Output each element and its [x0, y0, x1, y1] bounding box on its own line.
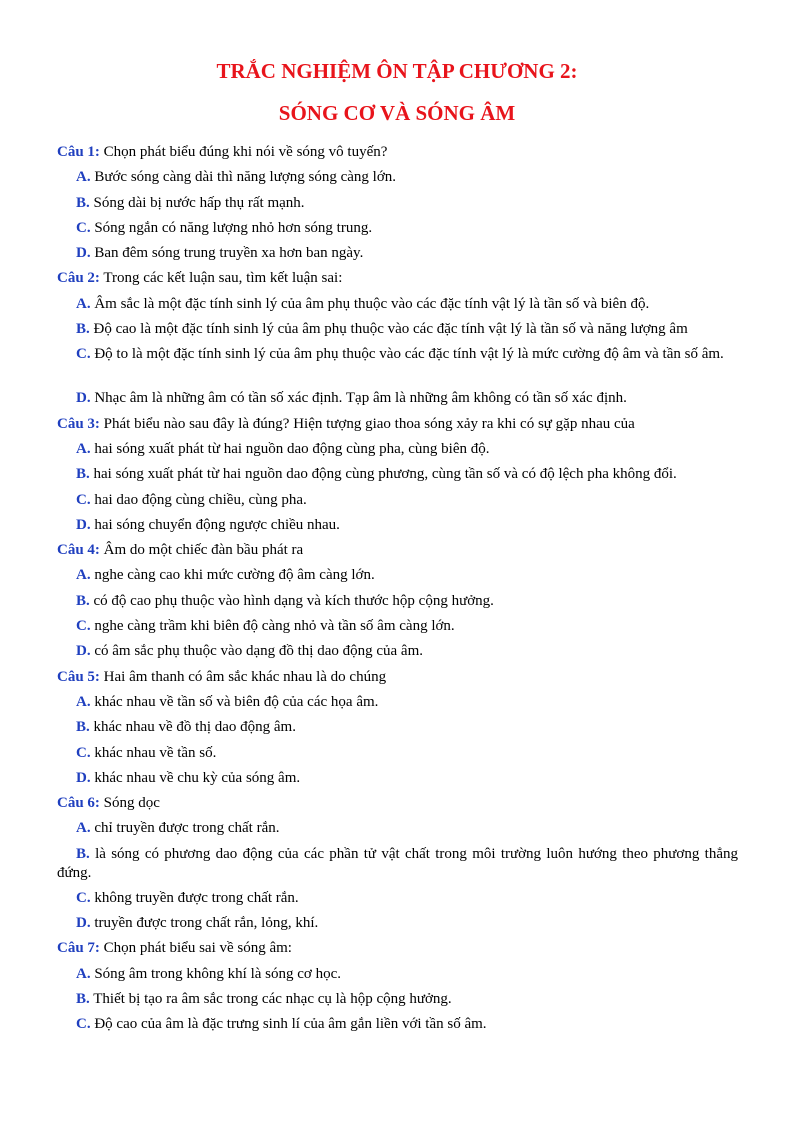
question-text: Chọn phát biểu sai về sóng âm:	[99, 940, 292, 957]
question-4-option-b	[57, 592, 738, 617]
question-3-option-c	[57, 491, 738, 516]
option-text: Độ cao của âm là đặc trưng sinh lí của âm gắn liền với tần số âm.	[90, 1016, 487, 1033]
option-text: hai sóng chuyển động ngược chiều nhau.	[90, 516, 340, 533]
question-text: Âm do một chiếc đàn bầu phát ra	[99, 542, 304, 559]
option-text: khác nhau về chu kỳ của sóng âm.	[90, 769, 301, 786]
option-text: không truyền được trong chất rắn.	[90, 889, 299, 906]
option-label: A.	[76, 169, 91, 186]
option-label: C.	[76, 744, 91, 761]
option-label: B.	[76, 592, 90, 609]
option-text: Bước sóng càng dài thì năng lượng sóng càng lớn.	[90, 169, 397, 186]
option-text: có độ cao phụ thuộc vào hình dạng và kích thước hộp cộng hưởng.	[89, 592, 494, 609]
question-text: Trong các kết luận sau, tìm kết luận sai:	[99, 270, 343, 287]
question-4	[57, 541, 738, 566]
option-label: D.	[76, 390, 91, 407]
question-1-option-c	[57, 219, 738, 244]
option-label: B.	[76, 466, 90, 483]
option-label: C.	[76, 491, 91, 508]
option-text: Nhạc âm là những âm có tần số xác định. Tạp âm là những âm không có tần số xác định.	[90, 390, 627, 407]
option-label: C.	[76, 618, 91, 635]
question-3-option-d	[57, 516, 738, 541]
page-title: TRẮC NGHIỆM ÔN TẬP CHƯƠNG 2:	[216, 59, 578, 83]
option-text: khác nhau về tần số.	[90, 744, 217, 761]
option-label: B.	[76, 719, 90, 736]
question-6-option-c	[57, 889, 738, 914]
question-4-option-c	[57, 617, 738, 642]
option-text: nghe càng trầm khi biên độ càng nhỏ và tần số âm càng lớn.	[90, 618, 455, 635]
option-text: là sóng có phương dao động của các phần tử vật chất trong môi trường luôn hướng theo phương thẳng đứng.	[57, 845, 738, 881]
option-label: D.	[76, 245, 91, 262]
option-text: hai sóng xuất phát từ hai nguồn dao động cùng pha, cùng biên độ.	[90, 440, 490, 457]
question-5-option-a	[57, 693, 738, 718]
option-text: hai dao động cùng chiều, cùng pha.	[90, 491, 307, 508]
option-text: truyền được trong chất rắn, lỏng, khí.	[90, 915, 319, 932]
option-text: khác nhau về đồ thị dao động âm.	[89, 719, 296, 736]
question-1-option-b	[57, 194, 738, 219]
option-text: Sóng dài bị nước hấp thụ rất mạnh.	[89, 194, 305, 211]
option-label: C.	[76, 219, 91, 236]
question-2-option-c	[57, 345, 738, 389]
question-6-option-a	[57, 819, 738, 844]
option-label: A.	[76, 965, 91, 982]
question-label: Câu 6:	[57, 795, 100, 812]
option-text: khác nhau về tần số và biên độ của các họa âm.	[90, 693, 379, 710]
option-text: Âm sắc là một đặc tính sinh lý của âm phụ thuộc vào các đặc tính vật lý là tần số và biên độ.	[90, 295, 650, 312]
option-label: B.	[76, 194, 90, 211]
question-1-option-a	[57, 168, 738, 193]
question-4-option-a	[57, 566, 738, 591]
question-1	[57, 143, 738, 168]
option-text: Thiết bị tạo ra âm sắc trong các nhạc cụ là hộp cộng hưởng.	[89, 990, 452, 1007]
question-2	[57, 269, 738, 294]
question-text: Chọn phát biểu đúng khi nói về sóng vô tuyến?	[99, 144, 388, 160]
option-label: A.	[76, 567, 91, 584]
option-label: B.	[76, 845, 90, 862]
option-text: chỉ truyền được trong chất rắn.	[90, 820, 280, 837]
question-5-option-b	[57, 718, 738, 743]
question-3-option-a	[57, 440, 738, 465]
option-label: D.	[76, 769, 91, 786]
question-2-option-a	[57, 295, 738, 320]
option-label: C.	[76, 346, 91, 363]
option-text: Độ cao là một đặc tính sinh lý của âm phụ thuộc vào các đặc tính vật lý là tần số và năng lượng âm	[89, 321, 688, 338]
question-label: Câu 3:	[57, 415, 100, 432]
question-6	[57, 794, 738, 819]
question-7	[57, 939, 738, 964]
option-label: D.	[76, 915, 91, 932]
question-3	[57, 415, 738, 440]
option-text: Độ to là một đặc tính sinh lý của âm phụ thuộc vào các đặc tính vật lý là mức cường độ âm và tần số âm.	[90, 346, 724, 363]
question-7-option-b	[57, 990, 738, 1015]
option-label: D.	[76, 643, 91, 660]
question-text: Phát biểu nào sau đây là đúng? Hiện tượng giao thoa sóng xảy ra khi có sự gặp nhau của	[99, 415, 635, 432]
option-label: A.	[76, 440, 91, 457]
question-list	[57, 143, 738, 1041]
option-text: Sóng âm trong không khí là sóng cơ học.	[90, 965, 342, 982]
question-5	[57, 668, 738, 693]
question-6-option-d	[57, 914, 738, 939]
question-5-option-d	[57, 769, 738, 794]
question-3-option-b	[57, 465, 738, 490]
option-label: B.	[76, 321, 90, 338]
question-2-option-b	[57, 320, 738, 345]
option-text: có âm sắc phụ thuộc vào dạng đồ thị dao động của âm.	[90, 643, 424, 660]
option-label: D.	[76, 516, 91, 533]
question-7-option-c	[57, 1015, 738, 1040]
page-subtitle: SÓNG CƠ VÀ SÓNG ÂM	[278, 101, 516, 125]
question-text: Hai âm thanh có âm sắc khác nhau là do chúng	[99, 668, 387, 685]
option-text: hai sóng xuất phát từ hai nguồn dao động cùng phương, cùng tần số và có độ lệch pha không đổi.	[89, 466, 677, 483]
question-label: Câu 2:	[57, 270, 100, 287]
option-text: nghe càng cao khi mức cường độ âm càng lớn.	[90, 567, 375, 584]
question-7-option-a	[57, 965, 738, 990]
question-label: Câu 5:	[57, 668, 100, 685]
question-5-option-c	[57, 744, 738, 769]
question-label: Câu 7:	[57, 940, 100, 957]
option-label: A.	[76, 295, 91, 312]
question-6-option-b	[57, 845, 738, 889]
question-2-option-d	[57, 389, 738, 414]
option-label: C.	[76, 889, 91, 906]
question-1-option-d	[57, 244, 738, 269]
option-label: A.	[76, 693, 91, 710]
option-label: B.	[76, 990, 90, 1007]
option-text: Sóng ngắn có năng lượng nhỏ hơn sóng trung.	[90, 219, 373, 236]
option-label: C.	[76, 1016, 91, 1033]
question-text: Sóng dọc	[99, 795, 160, 812]
question-label: Câu 1:	[57, 144, 100, 160]
option-text: Ban đêm sóng trung truyền xa hơn ban ngày.	[90, 245, 364, 262]
question-4-option-d	[57, 642, 738, 667]
option-label: A.	[76, 820, 91, 837]
question-label: Câu 4:	[57, 542, 100, 559]
